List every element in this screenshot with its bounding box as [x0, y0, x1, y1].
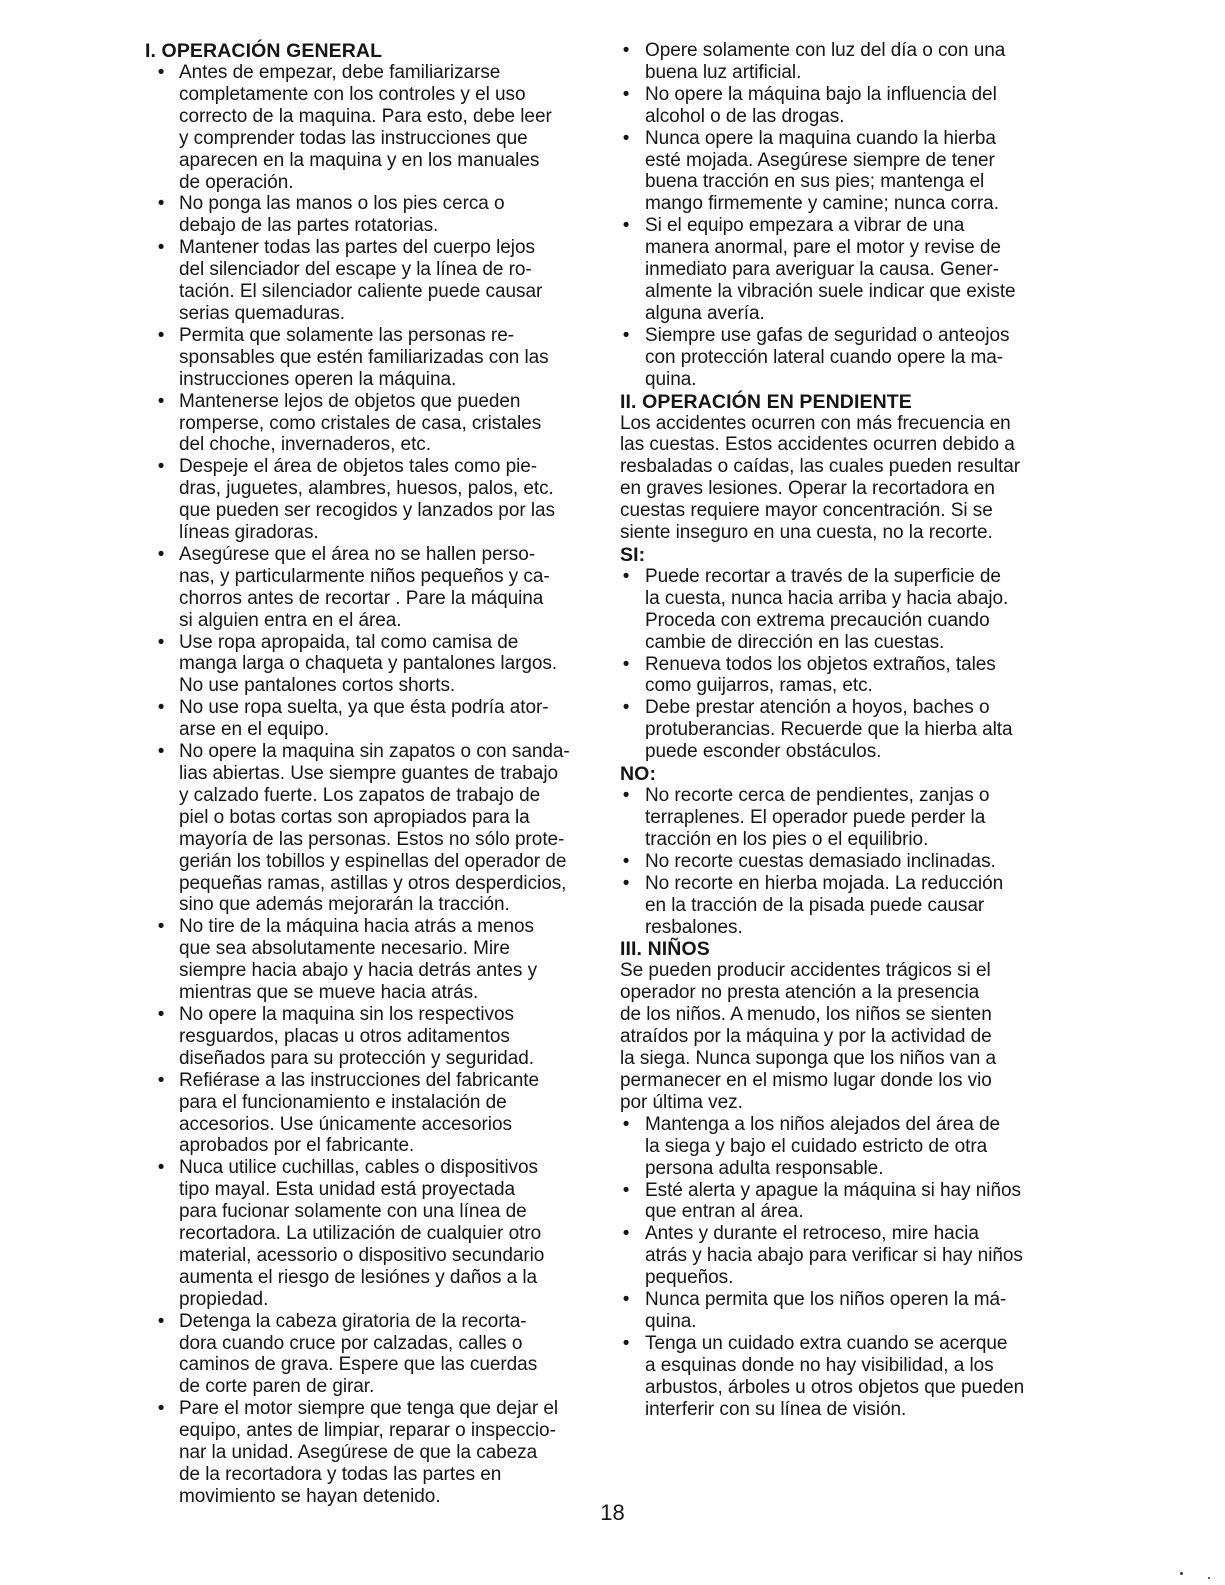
- bullet-text: Nuca utilice cuchillas, cables o dispositivos tipo mayal. Esta unidad está proyectada para fucionar solamente con una línea de recortadora. La utilización de cualquier otro material, acessorio o dispositivo secundario aumenta el riesgo de lesiónes y daños a la propiedad.: [179, 1157, 545, 1310]
- bullet-dot: •: [157, 62, 165, 83]
- bullet-item: [145, 1070, 595, 1158]
- slope-intro-paragraph: Los accidentes ocurren con más frecuencia en las cuestas. Estos accidentes ocurren debido a resbaladas o caídas, las cuales pueden resultar en graves lesiones. Operar la recortadora en cuestas requiere mayor concentración. Si se siente inseguro en una cuesta, no la recorte.: [620, 412, 1021, 544]
- bullet-text: Asegúrese que el área no se hallen perso- nas, y particularmente niños pequeños y ca- chorros antes de recortar . Pare la máquina si alguien entra en el área.: [179, 543, 550, 631]
- bullet-item: [145, 1311, 595, 1399]
- bullet-text: Antes de empezar, debe familiarizarse completamente con los controles y el uso correcto de la maquina. Para esto, debe leer y comprender todas las instrucciones que aparecen en la maquina y en los manuales de operación.: [179, 62, 552, 193]
- bullet-dot: •: [157, 1003, 165, 1025]
- bullet-text: Use ropa apropaida, tal como camisa de manga larga o chaqueta y pantalones largos. No use pantalones cortos shorts.: [179, 631, 558, 697]
- bullet-dot: •: [622, 1332, 630, 1354]
- bullet-text: Nunca opere la maquina cuando la hierba esté mojada. Asegúrese siempre de tener buena tracción en sus pies; mantenga el mango firmemente y camine; nunca corra.: [645, 127, 999, 215]
- bullet-item: [620, 1180, 1060, 1224]
- bullet-item: [620, 1333, 1060, 1421]
- bullet-item: [620, 873, 1060, 939]
- bullet-text: No tire de la máquina hacia atrás a menos que sea absolutamente necesario. Mire siempre hacia abajo y hacia detrás antes y mientras que se mueve hacia atrás.: [179, 916, 538, 1004]
- bullet-dot: •: [157, 237, 165, 259]
- bullet-dot: •: [622, 850, 630, 872]
- children-bullet-list: [620, 1114, 1060, 1421]
- general-operation-continued-list: [620, 40, 1060, 391]
- bullet-dot: •: [157, 390, 165, 412]
- bullet-text: No opere la máquina bajo la influencia del alcohol o de las drogas.: [645, 83, 997, 127]
- bullet-item: [620, 128, 1060, 216]
- bullet-dot: •: [157, 1398, 165, 1420]
- bullet-text: Debe prestar atención a hoyos, baches o protuberancias. Recuerde que la hierba alta puede esconder obstáculos.: [645, 697, 1013, 763]
- bullet-dot: •: [622, 215, 630, 237]
- bullet-text: Refiérase a las instrucciones del fabricante para el funcionamiento e instalación de accesorios. Use únicamente accesorios aprobados por el fabricante.: [179, 1069, 540, 1157]
- bullet-text: No opere la maquina sin los respectivos resguardos, placas u otros aditamentos diseñados para su protección y seguridad.: [179, 1003, 534, 1069]
- bullet-dot: •: [622, 1113, 630, 1135]
- bullet-dot: •: [157, 1069, 165, 1091]
- bullet-item: [620, 40, 1060, 84]
- bullet-dot: •: [622, 324, 630, 346]
- bullet-dot: •: [157, 631, 165, 653]
- bullet-item: [145, 325, 595, 391]
- bullet-item: [145, 62, 595, 193]
- bullet-dot: •: [622, 83, 630, 105]
- bullet-text: Opere solamente con luz del día o con una buena luz artificial.: [645, 40, 1006, 83]
- section-heading-general-operation: I. OPERACIÓN GENERAL: [145, 40, 383, 62]
- si-label: SI:: [620, 543, 646, 566]
- bullet-dot: •: [157, 1157, 165, 1179]
- bullet-dot: •: [157, 916, 165, 938]
- bullet-item: [620, 851, 1060, 873]
- bullet-text: No use ropa suelta, ya que ésta podría ator- arse en el equipo.: [179, 697, 549, 741]
- si-bullet-list: [620, 566, 1060, 763]
- bullet-text: No recorte en hierba mojada. La reducción en la tracción de la pisada puede causar resbalones.: [645, 872, 1004, 938]
- scan-speck: [1208, 1577, 1210, 1579]
- bullet-dot: •: [622, 40, 630, 61]
- bullet-dot: •: [157, 193, 165, 215]
- bullet-item: [620, 566, 1060, 654]
- section-heading-children: III. NIÑOS: [620, 938, 710, 961]
- bullet-dot: •: [622, 127, 630, 149]
- bullet-text: No ponga las manos o los pies cerca o debajo de las partes rotatorias.: [179, 193, 505, 237]
- bullet-text: Despeje el área de objetos tales como pie- dras, juguetes, alambres, huesos, palos, etc. que pueden ser recogidos y lanzados por las líneas giradoras.: [179, 456, 555, 544]
- bullet-item: [145, 456, 595, 544]
- bullet-item: [145, 544, 595, 632]
- bullet-item: [145, 741, 595, 916]
- bullet-item: [620, 325, 1060, 391]
- bullet-item: [145, 391, 595, 457]
- bullet-dot: •: [622, 785, 630, 807]
- bullet-text: Mantenga a los niños alejados del área de la siega y bajo el cuidado estricto de otra persona adulta responsable.: [645, 1113, 1000, 1179]
- left-column: [145, 40, 595, 1508]
- bullet-dot: •: [622, 1289, 630, 1311]
- bullet-item: [145, 1398, 595, 1508]
- bullet-text: Renueva todos los objetos extraños, tales como guijarros, ramas, etc.: [645, 653, 996, 697]
- bullet-text: Tenga un cuidado extra cuando se acerque a esquinas donde no hay visibilidad, a los arbustos, árboles u otros objetos que pueden interferir con su línea de visión.: [645, 1332, 1025, 1420]
- bullet-dot: •: [622, 1179, 630, 1201]
- bullet-item: [145, 632, 595, 698]
- bullet-dot: •: [622, 872, 630, 894]
- section-heading-slope-operation: II. OPERACIÓN EN PENDIENTE: [620, 390, 912, 413]
- bullet-text: Puede recortar a través de la superficie de la cuesta, nunca hacia arriba y hacia abajo. Proceda con extrema precaución cuando cambie de dirección en las cuestas.: [645, 565, 1009, 653]
- bullet-text: Permita que solamente las personas re- sponsables que estén familiarizadas con las instrucciones operen la máquina.: [179, 324, 549, 390]
- bullet-text: Detenga la cabeza giratoria de la recorta- dora cuando cruce por calzadas, calles o caminos de grava. Espere que las cuerdas de corte paren de girar.: [179, 1310, 538, 1398]
- bullet-item: [145, 237, 595, 325]
- bullet-item: [620, 215, 1060, 325]
- bullet-text: Mantener todas las partes del cuerpo lejos del silenciador del escape y la línea de ro- tación. El silenciador caliente puede causar serias quemaduras.: [179, 237, 543, 324]
- bullet-dot: •: [622, 565, 630, 587]
- general-operation-bullet-list: [145, 62, 595, 1508]
- bullet-text: Nunca permita que los niños operen la má- quina.: [645, 1289, 1007, 1332]
- bullet-dot: •: [157, 324, 165, 346]
- scan-speck: [1180, 1572, 1183, 1575]
- bullet-text: No opere la maquina sin zapatos o con sanda- lias abiertas. Use siempre guantes de trabajo y calzado fuerte. Los zapatos de trabajo de piel o botas cortas son apropiados para la mayoría de las personas. Estos no sólo prote- gerián los tobillos y espinellas del operador de pequeñas ramas, astillas y otros desperdicios, sino que además mejorarán la tracción.: [179, 741, 570, 916]
- bullet-text: Mantenerse lejos de objetos que pueden romperse, como cristales de casa, cristales del choche, invernaderos, etc.: [179, 390, 542, 456]
- bullet-item: [620, 654, 1060, 698]
- bullet-item: [145, 1004, 595, 1070]
- bullet-text: Antes y durante el retroceso, mire hacia atrás y hacia abajo para verificar si hay niños pequeños.: [645, 1223, 1023, 1289]
- bullet-item: [620, 1289, 1060, 1333]
- bullet-item: [620, 785, 1060, 851]
- bullet-text: Siempre use gafas de seguridad o anteojos con protección lateral cuando opere la ma- quina.: [645, 324, 1010, 390]
- bullet-dot: •: [157, 1310, 165, 1332]
- bullet-dot: •: [157, 456, 165, 478]
- bullet-item: [145, 1157, 595, 1310]
- bullet-item: [620, 1223, 1060, 1289]
- bullet-text: No recorte cuestas demasiado inclinadas.: [645, 850, 996, 872]
- bullet-dot: •: [622, 653, 630, 675]
- bullet-dot: •: [157, 697, 165, 719]
- bullet-text: Pare el motor siempre que tenga que dejar el equipo, antes de limpiar, reparar o inspeccio- nar la unidad. Asegúrese de que la cabeza de la recortadora y todas las partes en movimiento se hayan detenido.: [179, 1398, 559, 1507]
- children-intro-paragraph: Se pueden producir accidentes trágicos si el operador no presta atención a la presencia de los niños. A menudo, los niños se sienten atraídos por la máquina y por la actividad de la siega. Nunca suponga que los niños van a permanecer en el mismo lugar donde los vio por última vez.: [620, 960, 997, 1113]
- page-number: 18: [600, 1500, 625, 1525]
- bullet-text: Esté alerta y apague la máquina si hay niños que entran al área.: [645, 1179, 1021, 1223]
- bullet-item: [620, 84, 1060, 128]
- bullet-item: [620, 697, 1060, 763]
- right-column: [620, 40, 1060, 1420]
- bullet-dot: •: [157, 741, 165, 763]
- bullet-dot: •: [622, 1223, 630, 1245]
- no-bullet-list: [620, 785, 1060, 938]
- bullet-item: [620, 1114, 1060, 1180]
- bullet-text: Si el equipo empezara a vibrar de una manera anormal, pare el motor y revise de inmediato para averiguar la causa. Gener- almente la vibración suele indicar que existe alguna avería.: [645, 215, 1016, 324]
- bullet-text: No recorte cerca de pendientes, zanjas o terraplenes. El operador puede perder la tracción en los pies o el equilibrio.: [645, 785, 990, 850]
- bullet-item: [145, 193, 595, 237]
- bullet-item: [145, 916, 595, 1004]
- bullet-item: [145, 697, 595, 741]
- bullet-dot: •: [622, 697, 630, 719]
- no-label: NO:: [620, 763, 657, 786]
- bullet-dot: •: [157, 543, 165, 565]
